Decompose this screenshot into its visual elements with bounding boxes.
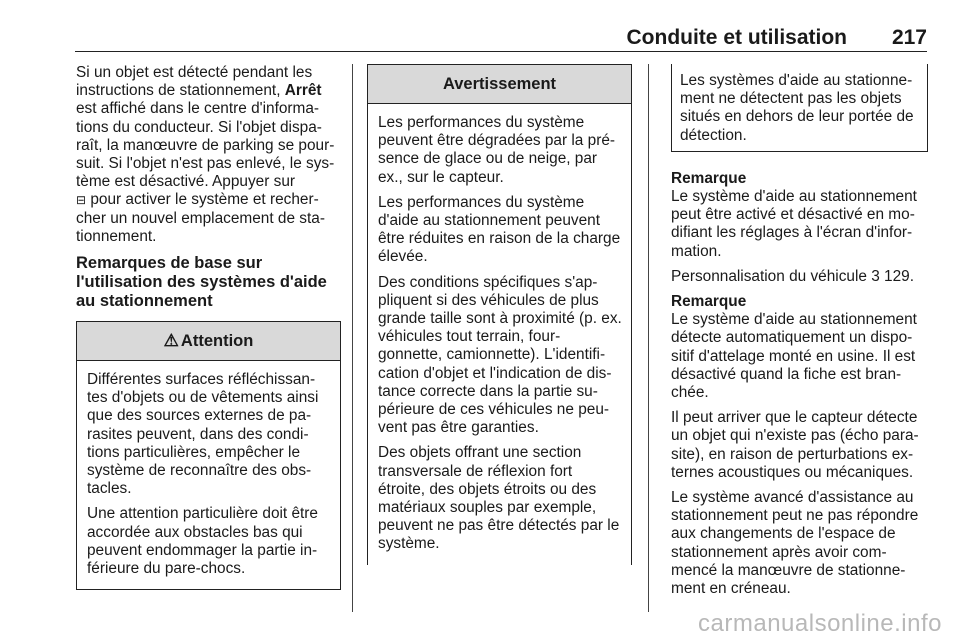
column-divider (648, 64, 649, 612)
attention-title: Attention (180, 332, 254, 351)
attention-header (77, 322, 340, 361)
echo-paragraph: Il peut arriver que le capteur détecte un objet qui n'existe pas (écho para-site), en raison de perturbations ex-ternes acoustiques ou mécaniques. (671, 409, 919, 481)
note-title: Remarque (671, 293, 747, 311)
advanced-assist-paragraph: Le système avancé d'assistance au stationnement peut ne pas répondre aux changements de l'espace de stationnement après avoir com-mencé la manœuvre de stationne-ment en créneau. (671, 489, 919, 598)
warning-triangle-icon: ⚠ (163, 331, 179, 351)
attention-paragraph: Différentes surfaces réfléchissan-tes d'objets ou de vêtements ainsi que des sources externes de pa-rasites peuvent, dans des condi-tions particulières, empêcher le système de reconnaître des obs-tacles. (87, 371, 319, 498)
intro-paragraph (76, 64, 341, 246)
warning-paragraph: Les performances du système d'aide au stationnement peuvent être réduites en raison de la charge élevée. (378, 193, 621, 266)
intro-text-end: pour activer le système et recher-cher un nouvel emplacement de sta-tionnement. (76, 191, 325, 245)
header-rule (75, 51, 927, 52)
attention-body (77, 361, 340, 589)
warning-paragraph: Des objets offrant une section transversale de réflexion fort étroite, des objets étroits ou des matériaux souples par exemple, peuvent ne pas être détectés par le système. (378, 444, 620, 553)
note-1 (671, 170, 928, 261)
note-title: Remarque (671, 169, 747, 187)
page-header (75, 26, 927, 50)
warning-paragraph: Des conditions spécifiques s'ap-pliquent si des véhicules de plus grande taille sont à proximité (p. ex. véhicules tout terrain, four-gonnette, camionnette). L'identifi-cation d'objet et l'indication de dis-tance correcte dans la partie su-périeure de ces véhicules ne peu-vent pas être garanties. (378, 273, 622, 437)
parking-button-icon: ⊟ (76, 193, 87, 208)
attention-paragraph: Une attention particulière doit être accordée aux obstacles bas qui peuvent endommager la partie in-férieure du pare-chocs. (87, 505, 318, 578)
intro-text-cont: est affiché dans le centre d'informa-tions du conducteur. Si l'objet dispa-raît, la manœuvre de parking se pour-suit. Si l'objet n'est pas enlevé, le sys-tème est désactivé. Appuyer sur (76, 100, 335, 191)
note-text: Le système d'aide au stationnement détecte automatiquement un dispo-sitif d'attelage monté en usine. Il est désactivé quand la fiche est bran-chée. (671, 311, 917, 402)
column-2 (367, 64, 632, 565)
note-2 (671, 293, 928, 402)
continued-warning-text: Les systèmes d'aide au stationne-ment ne détectent pas les objets situés en dehors de leur portée de détection. (680, 72, 914, 144)
stop-keyword: Arrêt (284, 82, 322, 100)
continued-warning-box (671, 64, 928, 152)
warning-paragraph: Les performances du système peuvent être dégradées par la pré-sence de glace ou de neige, par ex., sur le capteur. (378, 114, 615, 186)
intro-text: Si un objet est détecté pendant les instructions de stationnement, (76, 64, 313, 100)
section-heading: Remarques de base sur l'utilisation des systèmes d'aide au stationnement (76, 254, 327, 311)
warning-header: Avertissement (368, 65, 631, 104)
note-text: Le système d'aide au stationnement peut être activé et désactivé en mo-difiant les réglages à l'écran d'infor-mation. (671, 188, 917, 260)
personalisation-text: Personnalisation du véhicule (671, 267, 867, 285)
page-number: 217 (891, 26, 927, 49)
watermark: carmanualsonline.info (698, 610, 942, 637)
warning-body (368, 104, 631, 565)
column-divider (352, 64, 353, 612)
personalisation-reference (671, 268, 928, 286)
page-title: Conduite et utilisation (626, 26, 847, 49)
column-1 (76, 64, 341, 590)
continued-warning-body (672, 64, 927, 151)
column-3 (671, 64, 928, 605)
warning-box (367, 64, 632, 565)
attention-box (76, 321, 341, 590)
page-reference-link[interactable]: 3 129. (871, 267, 915, 285)
